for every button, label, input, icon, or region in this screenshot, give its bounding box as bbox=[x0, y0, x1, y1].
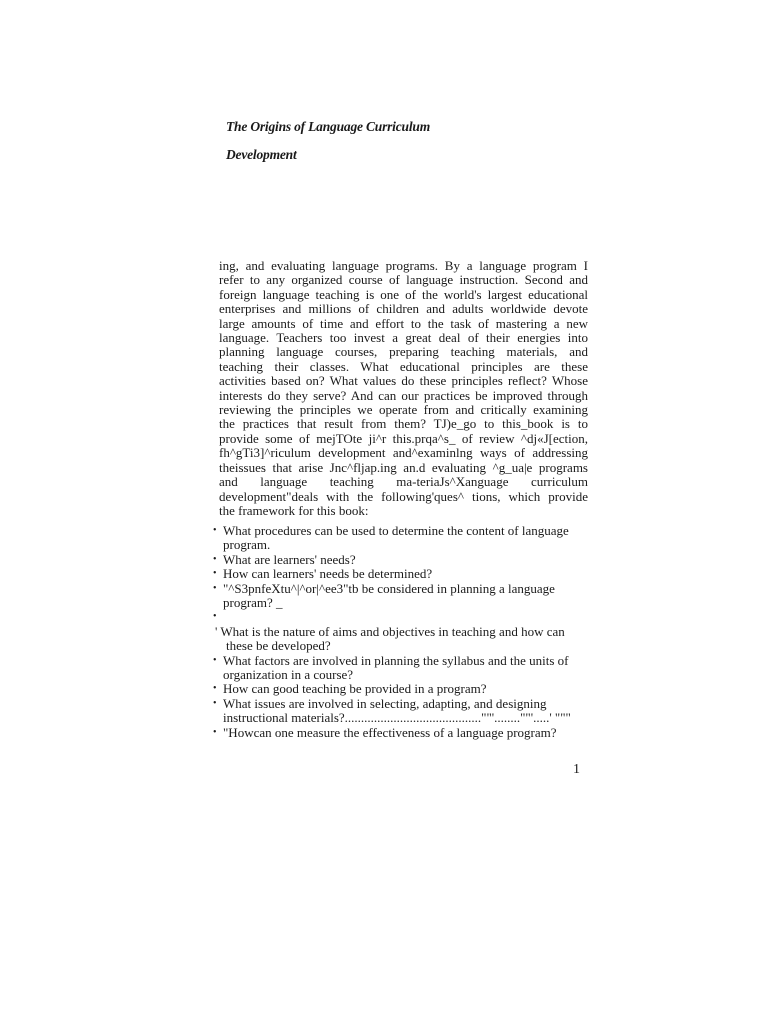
document-title-line-2: Development bbox=[226, 147, 297, 162]
document-title-line-1: The Origins of Language Curriculum bbox=[226, 119, 430, 134]
list-item-text: "Howcan one measure the effectiveness of a language program? bbox=[223, 724, 557, 740]
paragraph-line: foreign language teaching is one of the world's largest educational bbox=[219, 287, 588, 302]
list-item-text: How can good teaching be provided in a program? bbox=[223, 681, 487, 697]
list-item-text: What issues are involved in selecting, adapting, and designing bbox=[223, 695, 547, 711]
bullet-marker: • bbox=[213, 726, 217, 738]
paragraph-line: the practices that result from them? TJ)e_go to this_book is to bbox=[219, 417, 588, 432]
paragraph-line: large amounts of time and effort to the task of mastering a new bbox=[219, 316, 588, 331]
list-item-text: What factors are involved in planning the syllabus and the units of bbox=[223, 652, 569, 668]
paragraph-line: interests do they serve? And can our practices be improved through bbox=[219, 388, 588, 403]
paragraph-line: enterprises and millions of children and adults worldwide devote bbox=[219, 302, 588, 317]
paragraph-line: refer to any organized course of language instruction. Second and bbox=[219, 273, 588, 288]
bullet-marker: • bbox=[213, 654, 217, 666]
paragraph-line: the framework for this book: bbox=[219, 503, 369, 518]
paragraph-line: and language teaching ma-teriaJs^Xanguage curriculum bbox=[219, 475, 588, 490]
list-item-text: ' What is the nature of aims and objectives in teaching and how can bbox=[215, 623, 565, 639]
paragraph-line: reviewing the principles we operate from and critically examining bbox=[219, 403, 588, 418]
bullet-marker: • bbox=[213, 553, 217, 565]
bullet-marker: • bbox=[213, 611, 217, 623]
bullet-marker: • bbox=[213, 683, 217, 695]
list-item-text: organization in a course? bbox=[223, 667, 354, 683]
list-item bbox=[213, 610, 593, 624]
list-item bbox=[213, 553, 593, 567]
bullet-marker: • bbox=[213, 525, 217, 536]
paragraph-line: planning language courses, preparing teaching materials, and bbox=[219, 345, 588, 360]
paragraph-line: teaching their classes. What educational principles are these bbox=[219, 359, 588, 374]
bullet-marker: • bbox=[213, 582, 217, 594]
list-item bbox=[213, 682, 593, 696]
list-item-text: "^S3pnfeXtu^|^or|^ee3"tb be considered in planning a language bbox=[223, 580, 555, 596]
list-item bbox=[213, 524, 593, 553]
list-item-text: How can learners' needs be determined? bbox=[223, 566, 433, 582]
paragraph-line: fh^gTi3]^riculum development and^examinlng ways of addressing bbox=[219, 446, 588, 461]
question-list bbox=[213, 524, 593, 740]
list-item bbox=[213, 654, 593, 683]
bullet-marker: • bbox=[213, 568, 217, 580]
paragraph-line: development"deals with the following'ques^ tions, which provide bbox=[219, 489, 588, 504]
paragraph-line: ing, and evaluating language programs. By a language program I bbox=[219, 259, 588, 273]
list-item-text: program? _ bbox=[223, 595, 283, 611]
list-item bbox=[213, 625, 593, 654]
list-item bbox=[213, 582, 593, 611]
paragraph-line: activities based on? What values do these principles reflect? Whose bbox=[219, 374, 588, 389]
paragraph-line: theissues that arise Jnc^fljap.ing an.d evaluating ^g_ua|e programs bbox=[219, 460, 588, 475]
page-number: 1 bbox=[573, 762, 580, 777]
list-item-text: instructional materials?..........................................""'........""'.....' """ bbox=[223, 710, 571, 726]
bullet-marker: • bbox=[213, 697, 217, 709]
list-item bbox=[213, 726, 593, 740]
paragraph-line: language. Teachers too invest a great deal of their energies into bbox=[219, 331, 588, 346]
list-item-text: What procedures can be used to determine the content of language bbox=[223, 523, 569, 538]
body-paragraph bbox=[219, 259, 588, 518]
paragraph-line: provide some of mejTOte ji^r this.prqa^s_ of review ^dj«J[ection, bbox=[219, 431, 588, 446]
list-item-text: these be developed? bbox=[226, 638, 331, 654]
list-item-text: What are learners' needs? bbox=[223, 551, 356, 567]
list-item-text: program. bbox=[223, 537, 271, 553]
list-item bbox=[213, 567, 593, 581]
list-item bbox=[213, 697, 593, 726]
